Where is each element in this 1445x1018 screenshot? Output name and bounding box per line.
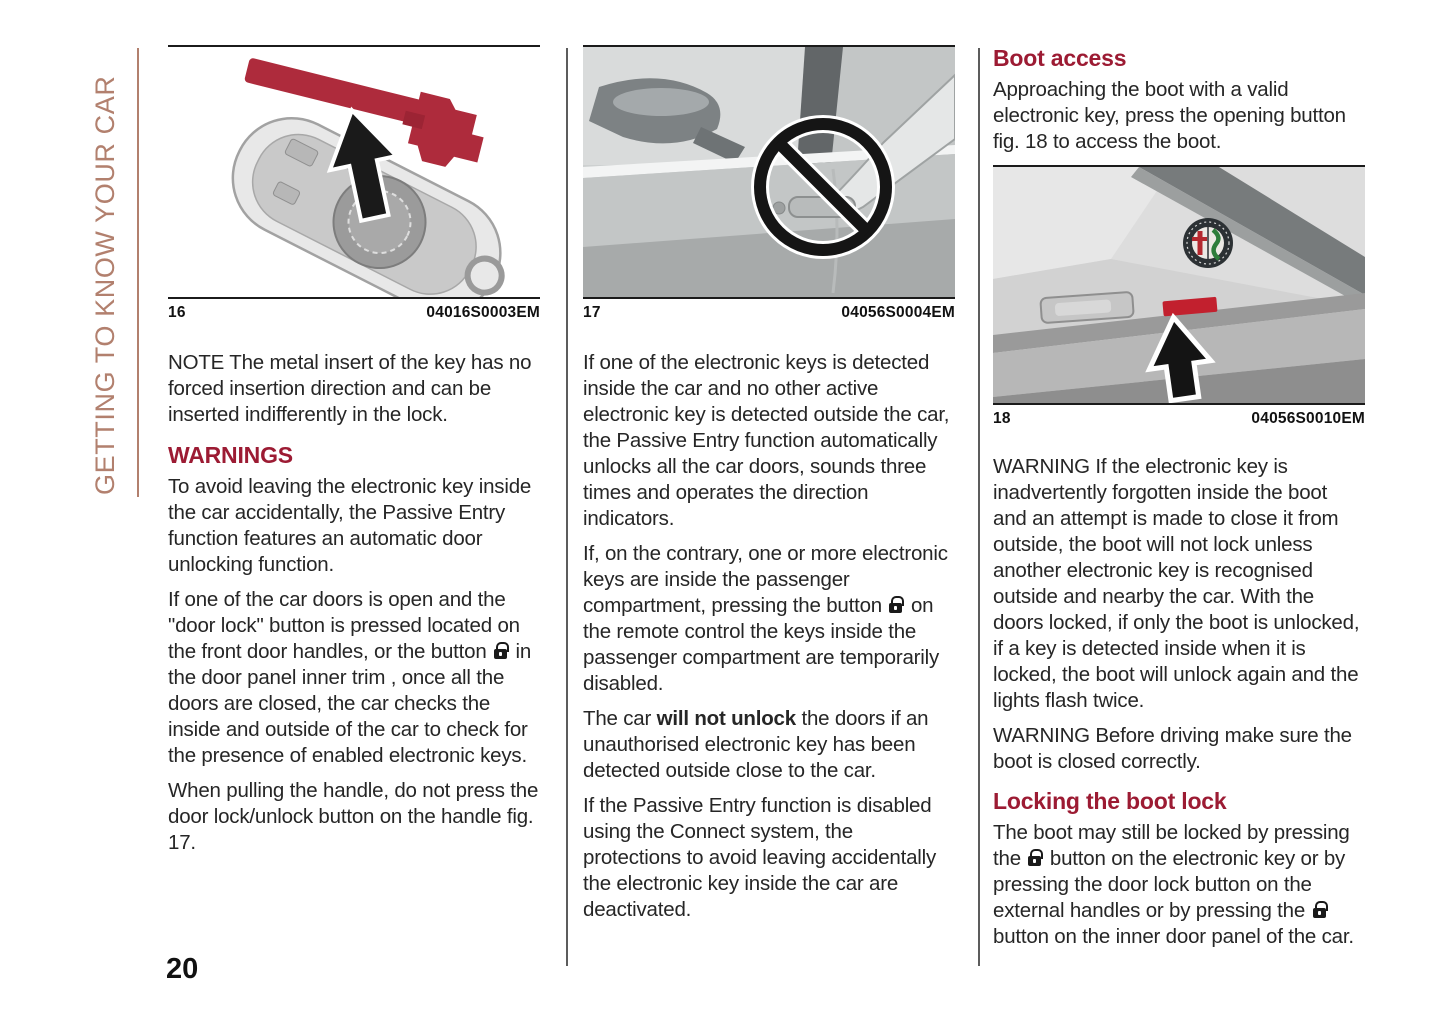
paragraph-will-not-unlock: The car will not unlock the doors if an unauthorised electronic key has been detected outside close to the car.	[583, 707, 929, 782]
figure-number: 16	[168, 304, 186, 321]
paragraph-warning-boot: WARNING If the electronic key is inadvertently forgotten inside the boot and an attempt is made to close it from outside, the boot will not lock unless another electronic key is recognised outside and nearby the car. With the doors locked, if only the boot is unlocked, if a key is detected inside when it is locked, the boot will unlock again and the lights flash twice.	[993, 455, 1360, 712]
sidebar-rule	[137, 48, 139, 497]
column-divider	[978, 48, 980, 966]
figure-number: 18	[993, 410, 1011, 427]
figure-18-caption	[993, 405, 1365, 428]
figure-17	[583, 45, 955, 299]
column-2	[583, 0, 955, 932]
paragraph-warning-driving: WARNING Before driving make sure the boot is closed correctly.	[993, 724, 1352, 773]
paragraph-handle: When pulling the handle, do not press the door lock/unlock button on the handle fig. 17.	[168, 779, 539, 854]
lock-icon	[1028, 856, 1041, 866]
figure-code: 04056S0004EM	[841, 304, 955, 321]
locking-boot-heading: Locking the boot lock	[993, 788, 1227, 814]
lock-icon	[889, 603, 902, 613]
figure-18-image	[993, 167, 1365, 403]
page-number: 20	[166, 953, 199, 985]
figure-17-caption	[583, 299, 955, 322]
lock-icon	[1313, 908, 1326, 918]
column-1	[168, 0, 540, 865]
figure-17-image	[583, 47, 955, 297]
figure-16-caption	[168, 299, 540, 322]
column-3	[993, 0, 1365, 959]
figure-number: 17	[583, 304, 601, 321]
figure-code: 04056S0010EM	[1251, 410, 1365, 427]
figure-18	[993, 165, 1365, 405]
figure-code: 04016S0003EM	[426, 304, 540, 321]
figure-16	[168, 45, 540, 299]
chapter-sidebar-label: GETTING TO KNOW YOUR CAR	[90, 75, 120, 495]
column-divider	[566, 48, 568, 966]
paragraph-locking: The boot may still be locked by pressing the button on the electronic key or by pressing the door lock button on the external handles or by pressing the button on the inner door panel of the car.	[993, 821, 1354, 948]
lock-icon	[494, 649, 507, 659]
figure-16-image	[168, 47, 540, 297]
paragraph-note: NOTE The metal insert of the key has no forced insertion direction and can be inserted indifferently in the lock.	[168, 351, 532, 426]
paragraph-approach: Approaching the boot with a valid electronic key, press the opening button fig. 18 to access the boot.	[993, 78, 1346, 153]
alfa-romeo-badge	[1183, 218, 1233, 268]
boot-access-heading: Boot access	[993, 45, 1127, 71]
paragraph-connect: If the Passive Entry function is disabled using the Connect system, the protections to avoid leaving accidentally the electronic key inside the car are deactivated.	[583, 794, 937, 921]
paragraph-detected: If one of the electronic keys is detected inside the car and no other active electronic key is detected outside the car, the Passive Entry function automatically unlocks all the car doors, sounds three times and operates the direction indicators.	[583, 351, 950, 530]
paragraph-avoid: To avoid leaving the electronic key inside the car accidentally, the Passive Entry function features an automatic door unlocking function.	[168, 475, 532, 576]
paragraph-doors: If one of the car doors is open and the "door lock" button is pressed located on the front door handles, or the button in the door panel inner trim , once all the doors are closed, the car checks the inside and outside of the car to check for the presence of enabled electronic keys.	[168, 588, 532, 767]
paragraph-contrary: If, on the contrary, one or more electronic keys are inside the passenger compartment, pressing the button on the remote control the keys inside the passenger compartment are temporarily disabled.	[583, 542, 948, 695]
bold-text: will not unlock	[656, 707, 796, 730]
warnings-heading: WARNINGS	[168, 442, 293, 468]
